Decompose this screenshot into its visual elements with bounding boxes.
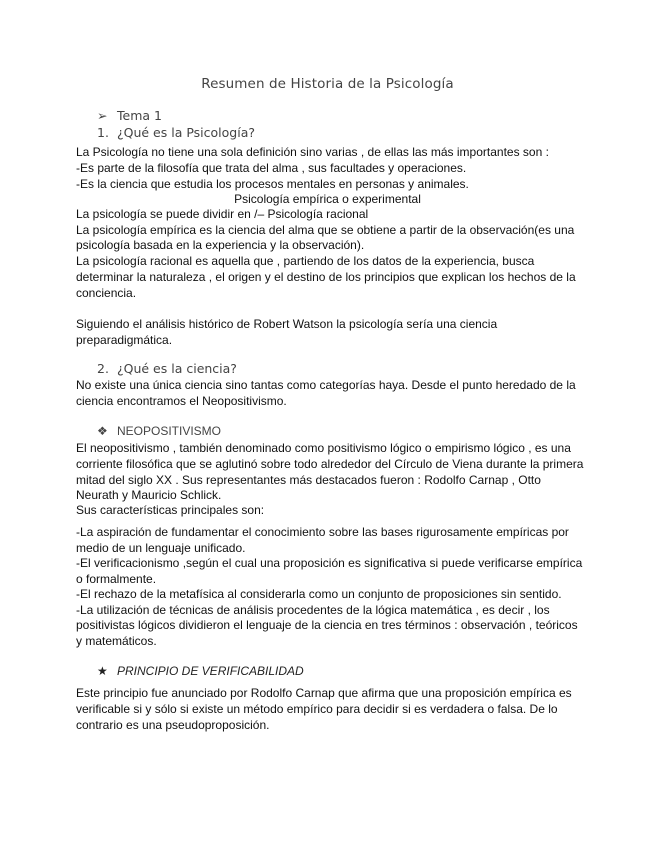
paragraph-line: determinar la naturaleza , el origen y el destino de los principios que explican los hechos de la (76, 270, 576, 284)
arrow-bullet-icon: ➢ (97, 108, 108, 123)
section-1-title: ¿Qué es la Psicología? (117, 125, 255, 140)
paragraph-line: y matemáticos. (76, 634, 157, 648)
paragraph-line: contrario es una pseudoproposición. (76, 718, 270, 732)
paragraph-line: Sus características principales son: (76, 503, 265, 517)
diamond-bullet-icon: ❖ (97, 424, 108, 438)
paragraph-line: verificable si y sólo si existe un método empírico para decidir si es verdadera o falsa. De lo (76, 702, 558, 716)
paragraph-line: Neurath y Mauricio Schlick. (76, 488, 222, 502)
tema-heading (97, 108, 162, 123)
paragraph-line: mitad del siglo XX . Sus representantes más destacados fueron : Rodolfo Carnap , Otto (76, 473, 541, 487)
section-2-number: 2. (97, 361, 109, 376)
paragraph-line: preparadigmática. (76, 333, 173, 347)
section-1-number: 1. (97, 125, 109, 140)
paragraph-line: Siguiendo el análisis histórico de Robert Watson la psicología sería una ciencia (76, 317, 498, 331)
paragraph-line: El neopositivismo , también denominado como positivismo lógico o empirismo lógico , es una (76, 441, 571, 455)
paragraph-line: medio de un lenguaje unificado. (76, 541, 246, 555)
section-2-title: ¿Qué es la ciencia? (117, 361, 237, 376)
section-2-heading (97, 361, 237, 376)
paragraph-line: positivistas lógicos dividieron el lenguaje de la ciencia en tres términos : observación , teóricos (76, 618, 578, 632)
neopositivismo-heading (97, 424, 221, 438)
paragraph-line: -La aspiración de fundamentar el conocimiento sobre las bases rigurosamente empíricas por (76, 525, 569, 539)
paragraph-line: ciencia encontramos el Neopositivismo. (76, 394, 287, 408)
paragraph-line: -La utilización de técnicas de análisis procedentes de la lógica matemática , es decir , los (76, 603, 550, 617)
paragraph-line: corriente filosófica que se aglutinó sobre todo alrededor del Círculo de Viena durante la primera (76, 457, 584, 471)
paragraph-line: -El rechazo de la metafísica al considerarla como un conjunto de proposiciones sin sentido. (76, 587, 562, 601)
paragraph-line: No existe una única ciencia sino tantas como categorías haya. Desde el punto heredado de la (76, 378, 576, 392)
paragraph-line: -El verificacionismo ,según el cual una proposición es significativa si puede verificarse empírica (76, 556, 583, 570)
principio-heading (97, 664, 304, 678)
paragraph-line: Este principio fue anunciado por Rodolfo Carnap que afirma que una proposición empírica es (76, 686, 572, 700)
neopositivismo-label: NEOPOSITIVISMO (117, 424, 222, 438)
paragraph-line: psicología basada en la experiencia y la observación). (76, 238, 365, 252)
paragraph-line: conciencia. (76, 286, 137, 300)
section-1-heading (97, 125, 255, 140)
division-empirica: Psicología empírica o experimental (234, 192, 421, 206)
paragraph-line: La psicología empírica es la ciencia del alma que se obtiene a partir de la observación(es una (76, 223, 575, 237)
paragraph-line: La psicología racional es aquella que , partiendo de los datos de la experiencia, busca (76, 254, 535, 268)
paragraph-line: -Es parte de la filosofía que trata del alma , sus facultades y operaciones. (76, 161, 467, 175)
paragraph-line: o formalmente. (76, 572, 157, 586)
principio-label: PRINCIPIO DE VERIFICABILIDAD (117, 664, 304, 678)
star-bullet-icon: ★ (97, 664, 108, 678)
tema-label: Tema 1 (117, 108, 162, 123)
paragraph-line: La Psicología no tiene una sola definición sino varias , de ellas las más importantes son : (76, 145, 549, 159)
division-line: La psicología se puede dividir en /– Psicología racional (76, 207, 369, 221)
paragraph-line: -Es la ciencia que estudia los procesos mentales en personas y animales. (76, 177, 469, 191)
page-title: Resumen de Historia de la Psicología (201, 76, 454, 92)
